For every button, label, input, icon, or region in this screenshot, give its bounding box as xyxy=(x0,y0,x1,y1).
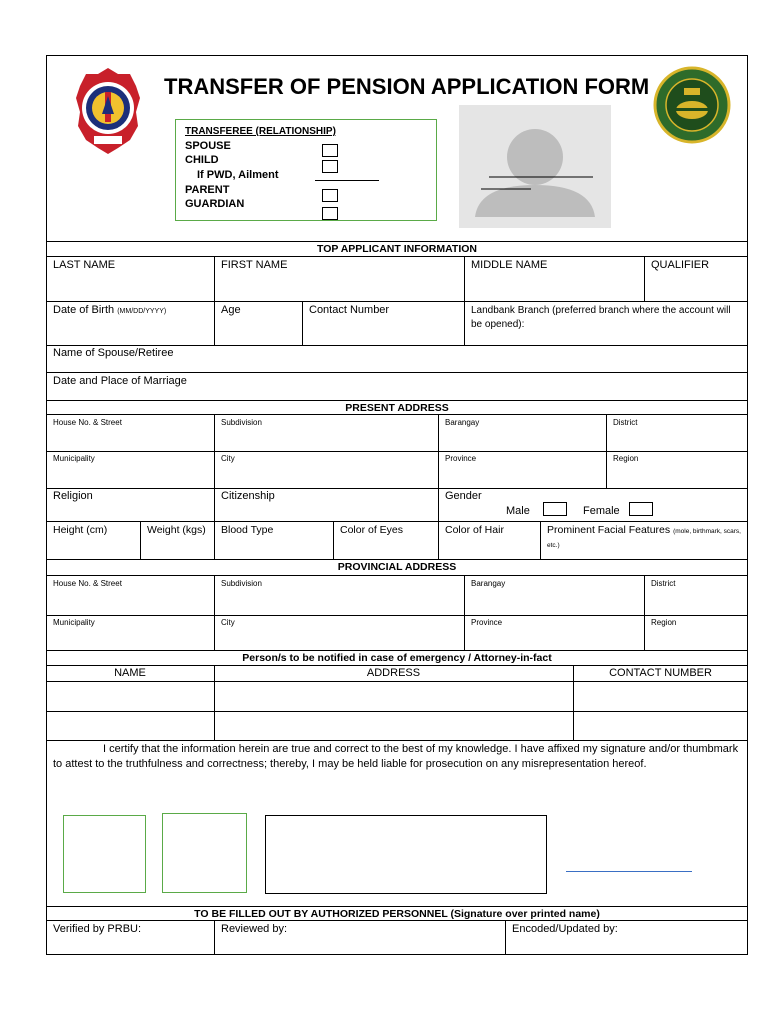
provincial-barangay-field[interactable]: Barangay xyxy=(471,579,506,588)
provincial-municipality-field[interactable]: Municipality xyxy=(53,618,95,627)
form-title: TRANSFER OF PENSION APPLICATION FORM xyxy=(164,74,650,99)
present-city-field[interactable]: City xyxy=(221,454,235,463)
present-house-field[interactable]: House No. & Street xyxy=(53,418,122,427)
marriage-field[interactable]: Date and Place of Marriage xyxy=(53,375,187,387)
reviewed-by-field[interactable]: Reviewed by: xyxy=(221,923,288,935)
emergency-contact-header: CONTACT NUMBER xyxy=(609,667,712,679)
citizenship-field[interactable]: Citizenship xyxy=(221,490,275,502)
date-signed-line[interactable] xyxy=(566,871,692,872)
child-checkbox[interactable] xyxy=(322,160,338,173)
present-province-field[interactable]: Province xyxy=(445,454,477,463)
provincial-district-field[interactable]: District xyxy=(651,579,676,588)
thumbmark-right-box[interactable] xyxy=(162,813,247,893)
facial-features-label: Prominent Facial Features xyxy=(547,524,671,536)
signature-box[interactable] xyxy=(265,815,547,894)
blood-type-field[interactable]: Blood Type xyxy=(221,524,274,536)
weight-field[interactable]: Weight (kgs) xyxy=(147,524,206,536)
spouse-checkbox[interactable] xyxy=(322,144,338,157)
gender-label: Gender xyxy=(445,490,482,502)
present-region-field[interactable]: Region xyxy=(613,454,639,463)
transferee-parent-label: PARENT xyxy=(185,184,230,196)
provincial-address-header: PROVINCIAL ADDRESS xyxy=(337,561,457,573)
hair-color-field[interactable]: Color of Hair xyxy=(445,524,504,536)
emergency-header: Person/s to be notified in case of emergency / Attorney-in-fact xyxy=(242,652,552,664)
qualifier-field[interactable]: QUALIFIER xyxy=(651,259,710,271)
provincial-house-field[interactable]: House No. & Street xyxy=(53,579,122,588)
transferee-pwd-label: If PWD, Ailment xyxy=(197,169,279,181)
provincial-province-field[interactable]: Province xyxy=(471,618,503,627)
contact-number-field[interactable]: Contact Number xyxy=(309,304,390,316)
parent-checkbox[interactable] xyxy=(322,189,338,202)
male-label: Male xyxy=(506,505,530,517)
landbank-branch-field[interactable]: Landbank Branch (preferred branch where the account will be opened): xyxy=(471,305,731,330)
eye-color-field[interactable]: Color of Eyes xyxy=(340,524,404,536)
photo-placeholder[interactable] xyxy=(459,105,611,228)
certification-text: I certify that the information herein are true and correct to the best of my knowledge. I have affixed my signature and/or thumbmark to attest to the truthfulness and correctness; thereby, I may be held liable for prosecution on any misrepresentation hereof. xyxy=(53,743,739,770)
person-silhouette-icon xyxy=(459,105,611,228)
pwd-ailment-line[interactable] xyxy=(315,180,379,181)
verified-by-field[interactable]: Verified by PRBU: xyxy=(53,923,142,935)
transferee-heading: TRANSFEREE (RELATIONSHIP) xyxy=(185,126,336,137)
transferee-guardian-label: GUARDIAN xyxy=(185,198,245,210)
top-applicant-header: TOP APPLICANT INFORMATION xyxy=(316,243,478,255)
middle-name-field[interactable]: MIDDLE NAME xyxy=(471,259,548,271)
female-label: Female xyxy=(583,505,620,517)
authorized-header: TO BE FILLED OUT BY AUTHORIZED PERSONNEL (Signature over printed name) xyxy=(194,908,600,920)
age-field[interactable]: Age xyxy=(221,304,241,316)
religion-field[interactable]: Religion xyxy=(53,490,93,502)
present-subdivision-field[interactable]: Subdivision xyxy=(221,418,262,427)
male-checkbox[interactable] xyxy=(543,502,567,516)
encoded-by-field[interactable]: Encoded/Updated by: xyxy=(512,923,618,935)
provincial-subdivision-field[interactable]: Subdivision xyxy=(221,579,262,588)
present-barangay-field[interactable]: Barangay xyxy=(445,418,480,427)
last-name-field[interactable]: LAST NAME xyxy=(53,259,116,271)
thumbmark-left-box[interactable] xyxy=(63,815,146,893)
provincial-region-field[interactable]: Region xyxy=(651,618,677,627)
transferee-child-label: CHILD xyxy=(185,154,219,166)
emergency-address-header: ADDRESS xyxy=(366,667,421,679)
provincial-city-field[interactable]: City xyxy=(221,618,235,627)
present-address-header: PRESENT ADDRESS xyxy=(345,402,449,414)
present-municipality-field[interactable]: Municipality xyxy=(53,454,95,463)
first-name-field[interactable]: FIRST NAME xyxy=(221,259,288,271)
dob-label: Date of Birth xyxy=(53,304,115,316)
date-of-birth-field[interactable] xyxy=(53,304,166,318)
height-field[interactable]: Height (cm) xyxy=(53,524,108,536)
guardian-checkbox[interactable] xyxy=(322,207,338,220)
spouse-retiree-field[interactable]: Name of Spouse/Retiree xyxy=(53,347,174,359)
facial-features-note: (mole, birthmark, scars, etc.) xyxy=(547,528,741,549)
present-district-field[interactable]: District xyxy=(613,418,638,427)
emergency-name-header: NAME xyxy=(114,667,146,679)
facial-features-field[interactable] xyxy=(547,524,743,552)
prbu-seal xyxy=(652,66,732,144)
transferee-spouse-label: SPOUSE xyxy=(185,140,231,152)
pnp-logo xyxy=(74,66,142,156)
dob-format: (MM/DD/YYYY) xyxy=(117,308,167,315)
female-checkbox[interactable] xyxy=(629,502,653,516)
